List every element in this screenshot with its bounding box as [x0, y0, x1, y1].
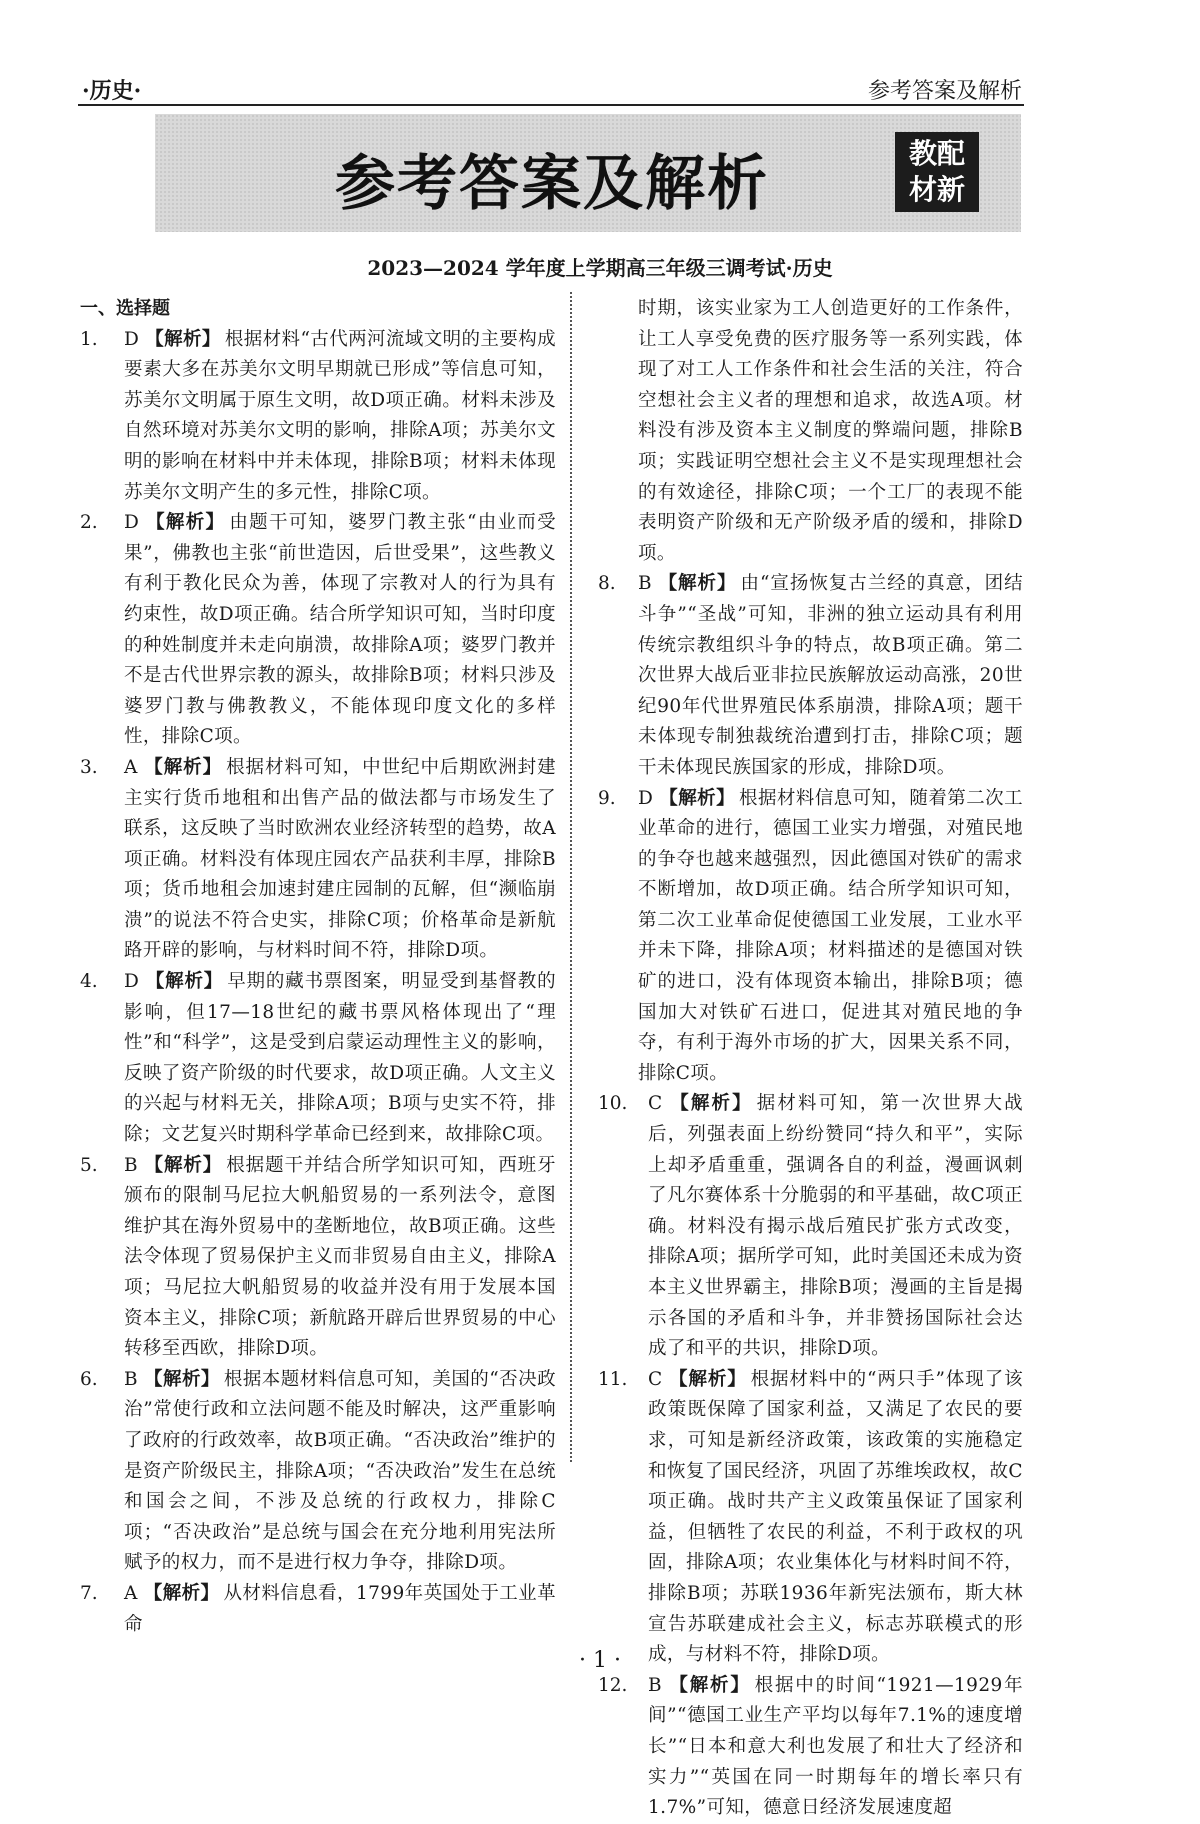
- item-number: 2.: [80, 512, 98, 534]
- stamp-line: 教配: [908, 137, 965, 170]
- item-body: [648, 1365, 1023, 1671]
- item-number: 10.: [598, 1093, 628, 1115]
- analysis-tag: 【解析】: [143, 1582, 220, 1604]
- analysis-tag: 【解析】: [145, 512, 226, 534]
- page-number: · 1 ·: [579, 1648, 621, 1673]
- item-number: 4.: [80, 971, 98, 993]
- analysis-text: 从材料信息看，1799年英国处于工业革命: [124, 1582, 556, 1635]
- analysis-text: 根据材料信息可知，随着第二次工业革命的进行，德国工业实力增强，对殖民地的争夺也越来越强烈，因此德国对铁矿的需求不断增加，故D项正确。结合所学知识可知，第二次工业革命促使德国工业发展，工业水平并未下降，排除A项；材料描述的是德国对铁矿的进口，没有体现资本输出，排除B项；德国加大对铁矿石进口，促进其对殖民地的争夺，有利于海外市场的扩大，因果关系不同，排除C项。: [638, 787, 1023, 1084]
- analysis-tag: 【解析】: [143, 756, 223, 778]
- analysis-text: 根据中的时间“1921—1929年间”“德国工业生产平均以每年7.1%的速度增长”“日本和意大利也发展了和壮大了经济和实力”“英国在同一时期每年的增长率只有1.7%”可知，德意日经济发展速度超: [648, 1674, 1023, 1819]
- analysis-tag: 【解析】: [144, 1154, 223, 1176]
- header-rule: [78, 104, 1024, 106]
- answer-letter: B: [648, 1674, 662, 1696]
- analysis-tag: 【解析】: [145, 328, 221, 350]
- item-body: [638, 569, 1023, 783]
- item-number: 12.: [598, 1674, 628, 1696]
- answer-item: [80, 967, 556, 1151]
- item-continuation: 时期，该实业家为工人创造更好的工作条件，让工人享受免费的医疗服务等一系列实践，体现了对工人工作条件和社会生活的关注，符合空想社会主义者的理想和追求，故选A项。材料没有涉及资本主义制度的弊端问题，排除B项；实践证明空想社会主义不是实现理想社会的有效途径，排除C项；一个工厂的表现不能表明资产阶级和无产阶级矛盾的缓和，排除D项。: [638, 298, 1023, 564]
- answer-letter: D: [124, 971, 140, 993]
- analysis-tag: 【解析】: [668, 1093, 753, 1115]
- analysis-tag: 【解析】: [668, 1674, 751, 1696]
- item-number: 9.: [598, 787, 616, 809]
- answer-item: [80, 508, 556, 753]
- item-body: [124, 1579, 556, 1640]
- analysis-text: 由题干可知，婆罗门教主张“由业而受果”，佛教也主张“前世造因，后世受果”，这些教义有利于教化民众为善，体现了宗教对人的行为具有约束性，故D项正确。结合所学知识可知，当时印度的种姓制度并未走向崩溃，故排除A项；婆罗门教并不是古代世界宗教的源头，故排除B项；材料只涉及婆罗门教与佛教教义，不能体现印度文化的多样性，排除C项。: [124, 512, 556, 748]
- item-number: 11.: [598, 1368, 628, 1390]
- answer-letter: D: [124, 512, 140, 534]
- item-body: [124, 753, 556, 967]
- item-body: [648, 1089, 1023, 1364]
- item-number: 7.: [80, 1582, 98, 1604]
- item-body: [124, 325, 556, 509]
- answer-letter: B: [124, 1154, 138, 1176]
- answer-item: [80, 753, 556, 967]
- analysis-tag: 【解析】: [668, 1368, 747, 1390]
- answer-item: [598, 1671, 1023, 1824]
- analysis-tag: 【解析】: [658, 573, 737, 595]
- analysis-tag: 【解析】: [659, 787, 736, 809]
- analysis-text: 根据材料中的“两只手”体现了该政策既保障了国家利益，又满足了农民的要求，可知是新经济政策，该政策的实施稳定和恢复了国民经济，巩固了苏维埃政权，故C项正确。战时共产主义政策虽保证了国家利益，但牺牲了农民的利益，不利于政权的巩固，排除A项；农业集体化与材料时间不符，排除B项；苏联1936年新宪法颁布，斯大林宣告苏联建成社会主义，标志苏联模式的形成，与材料不符，排除D项。: [648, 1368, 1023, 1666]
- answer-letter: D: [124, 328, 140, 350]
- answer-letter: A: [124, 1582, 138, 1604]
- analysis-text: 由“宣扬恢复古兰经的真意，团结斗争”“圣战”可知，非洲的独立运动具有利用传统宗教组织斗争的特点，故B项正确。第二次世界大战后亚非拉民族解放运动高涨，20世纪90年代世界殖民体系崩溃，排除A项；题干未体现专制独裁统治遭到打击，排除C项；题干未体现民族国家的形成，排除D项。: [638, 573, 1023, 778]
- answer-item: [598, 1089, 1023, 1364]
- item-body: [124, 508, 556, 753]
- item-body: [124, 1151, 556, 1365]
- item-number: 6.: [80, 1368, 98, 1390]
- stamp-line: 材新: [908, 173, 965, 206]
- analysis-text: 根据材料可知，中世纪中后期欧洲封建主实行货币地租和出售产品的做法都与市场发生了联系，这反映了当时欧洲农业经济转型的趋势，故A项正确。材料没有体现庄园农产品获利丰厚，排除B项；货币地租会加速封建庄园制的瓦解，但“濒临崩溃”的说法不符合史实，排除C项；价格革命是新航路开辟的影响，与材料时间不符，排除D项。: [124, 756, 556, 962]
- left-column: [80, 294, 556, 1640]
- item-number: 3.: [80, 756, 98, 778]
- answer-letter: A: [124, 756, 138, 778]
- answer-letter: C: [648, 1368, 663, 1390]
- analysis-text: 根据本题材料信息可知，美国的“否决政治”常使行政和立法问题不能及时解决，这严重影响了政府的行政效率，故B项正确。“否决政治”维护的是资产阶级民主，排除A项；“否决政治”发生在总统和国会之间，不涉及总统的行政权力，排除C项；“否决政治”是总统与国会在充分地利用宪法所赋予的权力，而不是进行权力争夺，排除D项。: [124, 1368, 556, 1574]
- analysis-tag: 【解析】: [145, 971, 224, 993]
- answer-item: [80, 1579, 556, 1640]
- item-body: [124, 967, 556, 1151]
- analysis-tag: 【解析】: [144, 1368, 220, 1390]
- section-title: 参考答案及解析: [867, 79, 1022, 104]
- analysis-text: 根据材料“古代两河流域文明的主要构成要素大多在苏美尔文明早期就已形成”等信息可知，苏美尔文明属于原生文明，故D项正确。材料未涉及自然环境对苏美尔文明的影响，排除A项；苏美尔文明的影响在材料中并未体现，排除B项；材料未体现苏美尔文明产生的多元性，排除C项。: [124, 328, 557, 503]
- item-body: [648, 1671, 1023, 1824]
- answer-item: [598, 569, 1023, 783]
- answer-item: [80, 1365, 556, 1579]
- section-heading: 一、选择题: [80, 298, 170, 319]
- analysis-text: 据材料可知，第一次世界大战后，列强表面上纷纷赞同“持久和平”，实际上却矛盾重重，强调各自的利益，漫画讽刺了凡尔赛体系十分脆弱的和平基础，故C项正确。材料没有揭示战后殖民扩张方式改变，排除A项；据所学可知，此时美国还未成为资本主义世界霸主，排除B项；漫画的主旨是揭示各国的矛盾和斗争，并非赞扬国际社会达成了和平的共识，排除D项。: [648, 1093, 1023, 1360]
- exam-subtitle: 2023—2024 学年度上学期高三年级三调考试·历史: [367, 256, 833, 280]
- answer-item: [80, 325, 556, 509]
- analysis-text: 早期的藏书票图案，明显受到基督教的影响，但17—18世纪的藏书票风格体现出了“理性”和“科学”，这是受到启蒙运动理性主义的影响，反映了资产阶级的时代要求，故D项正确。人文主义的兴起与材料无关，排除A项；B项与史实不符，排除；文艺复兴时期科学革命已经到来，故排除C项。: [124, 971, 556, 1146]
- answer-item: [598, 1365, 1023, 1671]
- item-body: [638, 784, 1023, 1090]
- item-number: 1.: [80, 328, 98, 350]
- analysis-text: 根据题干并结合所学知识可知，西班牙颁布的限制马尼拉大帆船贸易的一系列法令，意图维护其在海外贸易中的垄断地位，故B项正确。这些法令体现了贸易保护主义而非贸易自由主义，排除A项；马尼拉大帆船贸易的收益并没有用于发展本国资本主义，排除C项；新航路开辟后世界贸易的中心转移至西欧，排除D项。: [124, 1154, 556, 1360]
- answer-letter: C: [648, 1093, 663, 1115]
- banner-title: 参考答案及解析: [335, 149, 769, 219]
- item-number: 5.: [80, 1154, 98, 1176]
- item-number: 8.: [598, 573, 616, 595]
- column-divider: [570, 292, 572, 1462]
- title-banner: [155, 114, 1021, 232]
- stamp-logo: [895, 132, 979, 212]
- answer-item: [80, 1151, 556, 1365]
- answer-letter: B: [638, 573, 652, 595]
- answer-item: [598, 784, 1023, 1090]
- item-body: [124, 1365, 556, 1579]
- answer-letter: B: [124, 1368, 138, 1390]
- right-column: [598, 294, 1023, 1824]
- subject-label: ·历史·: [82, 78, 142, 104]
- answer-letter: D: [638, 787, 654, 809]
